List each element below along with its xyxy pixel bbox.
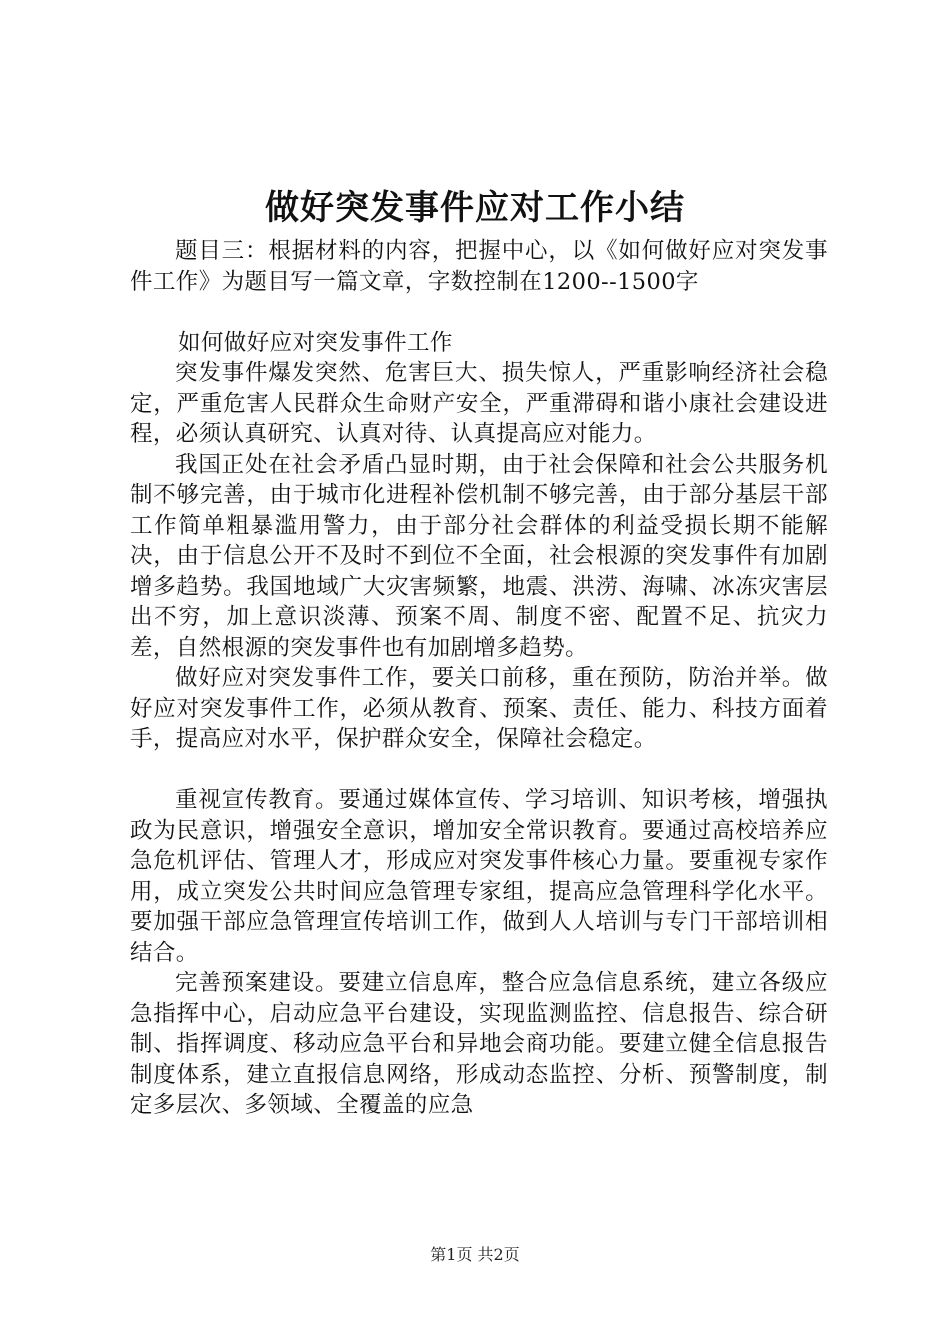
document-body bbox=[130, 236, 828, 1121]
body-paragraph: 完善预案建设。要建立信息库，整合应急信息系统，建立各级应急指挥中心，启动应急平台建设，实现监测监控、信息报告、综合研制、指挥调度、移动应急平台和异地会商功能。要建立健全信息报告制度体系，建立直报信息网络，形成动态监控、分析、预警制度，制定多层次、多领域、全覆盖的应急 bbox=[130, 970, 828, 1118]
page-number-footer: 第1页 共2页 bbox=[430, 1245, 520, 1264]
essay-subheading: 如何做好应对突发事件工作 bbox=[178, 329, 453, 356]
body-paragraph: 做好应对突发事件工作，要关口前移，重在预防，防治并举。做好应对突发事件工作，必须从教育、预案、责任、能力、科技方面着手，提高应对水平，保护群众安全，保障社会稳定。 bbox=[130, 665, 828, 752]
intro-paragraph: 题目三：根据材料的内容，把握中心，以《如何做好应对突发事件工作》为题目写一篇文章，字数控制在1200--1500字 bbox=[130, 238, 828, 295]
body-paragraph: 我国正处在社会矛盾凸显时期，由于社会保障和社会公共服务机制不够完善，由于城市化进程补偿机制不够完善，由于部分基层干部工作简单粗暴滥用警力，由于部分社会群体的利益受损长期不能解决，由于信息公开不及时不到位不全面，社会根源的突发事件有加剧增多趋势。我国地域广大灾害频繁，地震、洪涝、海啸、冰冻灾害层出不穷，加上意识淡薄、预案不周、制度不密、配置不足、抗灾力差，自然根源的突发事件也有加剧增多趋势。 bbox=[130, 451, 828, 661]
body-paragraph: 重视宣传教育。要通过媒体宣传、学习培训、知识考核，增强执政为民意识，增强安全意识，增加安全常识教育。要通过高校培养应急危机评估、管理人才，形成应对突发事件核心力量。要重视专家作用，成立突发公共时间应急管理专家组，提高应急管理科学化水平。要加强干部应急管理宣传培训工作，做到人人培训与专门干部培训相结合。 bbox=[130, 787, 828, 966]
paragraph-spacer bbox=[130, 755, 828, 786]
body-paragraph: 突发事件爆发突然、危害巨大、损失惊人，严重影响经济社会稳定，严重危害人民群众生命财产安全，严重滞碍和谐小康社会建设进程，必须认真研究、认真对待、认真提高应对能力。 bbox=[130, 360, 828, 447]
paragraph-spacer bbox=[130, 297, 828, 328]
document-title: 做好突发事件应对工作小结 bbox=[265, 188, 685, 228]
